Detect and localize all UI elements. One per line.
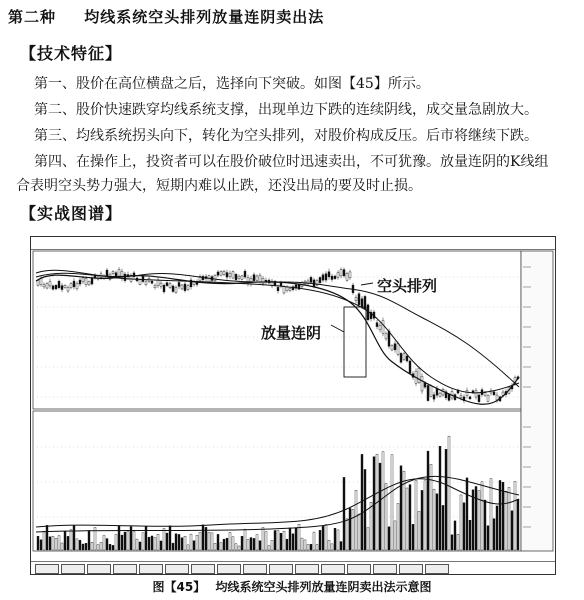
candle-body — [169, 284, 171, 288]
chart-tab[interactable] — [243, 564, 267, 574]
candle-body — [493, 392, 495, 395]
volume-bar — [280, 533, 282, 550]
candle-body — [232, 272, 234, 278]
volume-bar — [466, 478, 468, 550]
candle-body — [331, 276, 333, 279]
candle-body — [361, 299, 363, 307]
volume-bar — [193, 541, 195, 550]
candle-body — [406, 356, 408, 361]
candle-body — [346, 273, 348, 280]
chart-tab[interactable] — [87, 564, 111, 574]
chart-tab[interactable] — [165, 564, 189, 574]
candle-body — [328, 272, 330, 277]
candle-body — [223, 271, 225, 275]
volume-bar — [322, 526, 324, 550]
volume-bar — [310, 544, 312, 550]
volume-bar — [202, 525, 204, 550]
candle-body — [379, 325, 381, 330]
volume-bar — [358, 514, 360, 550]
volume-bar — [151, 536, 153, 550]
volume-bar — [418, 511, 420, 550]
volume-bar — [61, 543, 63, 550]
candle-body — [235, 274, 237, 279]
candle-body — [259, 275, 261, 282]
volume-bar — [463, 503, 465, 550]
candle-body — [49, 282, 51, 286]
candle-body — [58, 281, 60, 288]
chart-tabbar — [31, 561, 555, 574]
volume-bar — [328, 540, 330, 550]
volume-bar — [187, 545, 189, 550]
volume-bar — [472, 490, 474, 550]
volume-bar — [295, 528, 297, 550]
volume-bar — [325, 524, 327, 550]
volume-bar — [223, 539, 225, 550]
volume-bar — [172, 543, 174, 550]
volume-bar — [430, 464, 432, 550]
candle-body — [64, 285, 66, 287]
volume-bar — [334, 528, 336, 550]
volume-bar — [337, 530, 339, 550]
candle-body — [184, 284, 186, 291]
candle-body — [46, 284, 48, 288]
chart-tab[interactable] — [347, 564, 371, 574]
chart-tab[interactable] — [139, 564, 163, 574]
volume-bars — [37, 436, 519, 550]
volume-bar — [85, 543, 87, 550]
candle-body — [322, 275, 324, 280]
candle-body — [142, 276, 144, 282]
chart-heading: 【实战图谱】 — [20, 204, 123, 223]
candle-body — [403, 354, 405, 359]
volume-bar — [382, 452, 384, 550]
chart-drawing — [31, 237, 555, 574]
volume-bar — [433, 489, 435, 550]
volume-bar — [454, 521, 456, 550]
volume-bar — [481, 482, 483, 550]
candle-body — [163, 285, 165, 292]
volume-bar — [514, 481, 516, 550]
volume-bar — [496, 506, 498, 550]
volume-bar — [163, 528, 165, 550]
volume-bar — [424, 481, 426, 550]
volume-bar — [79, 540, 81, 550]
candle-body — [145, 282, 147, 285]
volume-bar — [139, 542, 141, 550]
volume-bar — [37, 536, 39, 550]
candle-body — [421, 376, 423, 391]
volume-bar — [247, 539, 249, 550]
candle-body — [238, 276, 240, 278]
chart-tab[interactable] — [113, 564, 137, 574]
volume-bar — [343, 477, 345, 550]
volume-bar — [220, 543, 222, 550]
volume-bar — [70, 530, 72, 550]
candle-body — [277, 287, 279, 291]
volume-bar — [421, 490, 423, 550]
candle-body — [397, 344, 399, 355]
candle-body — [175, 287, 177, 292]
method-name: 均线系统空头排列放量连阴卖出法 — [84, 8, 325, 26]
volume-bar — [181, 538, 183, 550]
volume-bar — [307, 544, 309, 550]
volume-bar — [256, 535, 258, 550]
volume-bar — [91, 542, 93, 550]
chart-tab[interactable] — [425, 564, 449, 574]
features-heading: 【技术特征】 — [20, 44, 123, 63]
candle-body — [430, 386, 432, 397]
volume-bar — [394, 521, 396, 550]
volume-bar — [232, 537, 234, 550]
volume-bar — [340, 542, 342, 550]
volume-bar — [157, 534, 159, 550]
volume-bar — [76, 539, 78, 550]
candle-body — [433, 395, 435, 399]
volume-bar — [148, 537, 150, 550]
candle-body — [61, 286, 63, 290]
volume-bar — [145, 526, 147, 550]
volume-bar — [259, 541, 261, 550]
volume-bar — [52, 536, 54, 550]
candle-body — [289, 289, 291, 291]
volume-bar — [55, 538, 57, 550]
volume-bar — [277, 531, 279, 550]
volume-bar — [292, 534, 294, 550]
candle-body — [253, 275, 255, 281]
candle-body — [157, 280, 159, 286]
volume-bar — [58, 536, 60, 550]
volume-bar — [397, 503, 399, 550]
candle-body — [214, 275, 216, 281]
candle-body — [76, 283, 78, 288]
volume-bar — [73, 526, 75, 550]
volume-bar — [106, 539, 108, 550]
candle-body — [250, 278, 252, 283]
chart-tab[interactable] — [191, 564, 215, 574]
volume-bar — [457, 534, 459, 550]
volume-bar — [82, 544, 84, 550]
volume-bar — [367, 528, 369, 550]
candle-body — [391, 346, 393, 350]
candle-body — [160, 283, 162, 286]
candle-body — [154, 285, 156, 288]
volume-bar — [244, 529, 246, 550]
volume-bar — [121, 535, 123, 550]
volume-bar — [118, 526, 120, 550]
volume-bar — [196, 535, 198, 550]
volume-bar — [493, 519, 495, 550]
candle-body — [166, 283, 168, 286]
candle-body — [187, 286, 189, 290]
highlight-box — [344, 307, 366, 377]
volume-bar — [226, 538, 228, 550]
candle-body — [52, 286, 54, 289]
candle-body — [244, 271, 246, 277]
volume-bar — [370, 502, 372, 550]
price-scale — [521, 251, 553, 551]
candle-body — [469, 397, 471, 399]
volume-bar — [124, 532, 126, 550]
candle-body — [466, 391, 468, 396]
candle-body — [382, 320, 384, 333]
volume-bar — [439, 446, 441, 550]
volume-bar — [190, 534, 192, 550]
volume-bar — [406, 488, 408, 550]
volume-bar — [289, 528, 291, 550]
candle-body — [112, 271, 114, 273]
volume-bar — [451, 535, 453, 550]
volume-bar — [229, 532, 231, 550]
paragraph-4: 第四、在操作上，投资者可以在股价破位时迅速卖出，不可犹豫。放量连阴的K线组 — [34, 154, 549, 170]
volume-bar — [136, 539, 138, 550]
candle-body — [241, 276, 243, 280]
candle-body — [448, 395, 450, 401]
volume-bar — [385, 484, 387, 550]
candle-body — [310, 277, 312, 282]
grid-lines — [33, 277, 521, 517]
candle-body — [337, 273, 339, 278]
volume-bar — [214, 543, 216, 550]
volume-bar — [490, 479, 492, 550]
volume-bar — [415, 480, 417, 550]
annotation-volume-candles: 放量连阴 — [261, 324, 322, 342]
volume-bar — [286, 539, 288, 550]
volume-bar — [412, 524, 414, 550]
paragraph-3: 第三、均线系统拐头向下，转化为空头排列，对股价构成反压。后市将继续下跌。 — [34, 128, 538, 144]
candle-body — [355, 298, 357, 301]
volume-bar — [346, 519, 348, 550]
volume-bar — [391, 455, 393, 550]
volume-bar — [235, 544, 237, 550]
volume-bar — [469, 520, 471, 550]
chart-tab[interactable] — [269, 564, 293, 574]
candle-body — [487, 395, 489, 401]
candle-body — [172, 286, 174, 292]
candle-body — [340, 270, 342, 276]
volume-bar — [409, 485, 411, 550]
volume-bar — [379, 463, 381, 550]
candle-body — [262, 278, 264, 284]
candle-body — [55, 285, 57, 289]
volume-bar — [400, 466, 402, 550]
volume-bar — [505, 491, 507, 550]
chart-tab[interactable] — [61, 564, 85, 574]
volume-bar — [88, 530, 90, 550]
caption-number: 图【45】 — [152, 580, 206, 594]
volume-bar — [100, 542, 102, 550]
volume-bar — [265, 532, 267, 550]
volume-bar — [115, 534, 117, 550]
volume-bar — [502, 482, 504, 550]
volume-bar — [460, 495, 462, 550]
annotation-pointer-short — [361, 283, 373, 285]
candle-body — [70, 284, 72, 288]
volume-bar — [517, 499, 519, 550]
volume-bar — [316, 545, 318, 550]
chart-tab[interactable] — [217, 564, 241, 574]
candle-body — [208, 276, 210, 283]
volume-bar — [238, 546, 240, 550]
volume-bar — [127, 532, 129, 550]
paragraph-1: 第一、股价在高位横盘之后，选择向下突破。如图【45】所示。 — [34, 76, 430, 92]
method-number: 第二种 — [8, 8, 57, 26]
candle-body — [286, 287, 288, 291]
volume-bar — [511, 511, 513, 550]
chart-tab[interactable] — [35, 564, 59, 574]
candle-body — [283, 287, 285, 293]
candle-body — [427, 385, 429, 400]
candle-body — [334, 276, 336, 279]
candle-body — [496, 395, 498, 400]
annotation-short-arrangement: 空头排列 — [377, 277, 438, 295]
candle-body — [409, 361, 411, 373]
caption-text: 均线系统空头排列放量连阴卖出法示意图 — [215, 580, 432, 594]
candle-body — [325, 274, 327, 280]
candle-body — [82, 278, 84, 282]
volume-bar — [175, 534, 177, 550]
volume-bar — [160, 541, 162, 550]
volume-bar — [40, 540, 42, 550]
volume-bar — [262, 527, 264, 550]
volume-bar — [169, 526, 171, 550]
chart-tab[interactable] — [373, 564, 397, 574]
candle-body — [91, 278, 93, 284]
candle-body — [478, 395, 480, 402]
volume-bar — [484, 500, 486, 550]
candle-body — [106, 270, 108, 276]
volume-bar — [208, 532, 210, 550]
volume-bar — [487, 526, 489, 550]
chart-tab[interactable] — [295, 564, 319, 574]
candle-body — [217, 272, 219, 275]
volume-bar — [67, 536, 69, 550]
volume-bar — [388, 527, 390, 550]
volume-bar — [448, 436, 450, 550]
candle-body — [484, 393, 486, 395]
volume-bar — [217, 534, 219, 550]
volume-bar — [253, 538, 255, 550]
volume-bar — [331, 544, 333, 550]
candle-body — [385, 333, 387, 339]
volume-bar — [199, 532, 201, 550]
candle-body — [349, 272, 351, 278]
volume-bar — [508, 487, 510, 550]
candle-body — [73, 281, 75, 287]
candle-body — [358, 294, 360, 305]
volume-bar — [97, 545, 99, 550]
volume-bar — [427, 451, 429, 550]
candle-body — [229, 273, 231, 276]
candle-body — [376, 323, 378, 327]
volume-bar — [109, 544, 111, 550]
volume-bar — [250, 538, 252, 550]
volume-panel — [33, 411, 521, 551]
candle-body — [139, 280, 141, 285]
paragraph-2: 第二、股价快速跌穿均线系统支撑，出现单边下跌的连续阴线，成交量急剧放大。 — [34, 102, 538, 118]
candle-body — [118, 270, 120, 276]
candle-body — [178, 282, 180, 286]
volume-bar — [301, 538, 303, 550]
volume-bar — [313, 532, 315, 550]
candle-body — [79, 280, 81, 284]
candle-body — [343, 270, 345, 276]
volume-bar — [142, 533, 144, 550]
candle-body — [220, 271, 222, 275]
candle-body — [85, 278, 87, 284]
volume-bar — [49, 537, 51, 550]
candle-body — [124, 274, 126, 281]
volume-bar — [103, 535, 105, 550]
candle-body — [88, 282, 90, 285]
volume-bar — [373, 457, 375, 550]
volume-bar — [154, 537, 156, 550]
candle-body — [256, 276, 258, 280]
chart-tab[interactable] — [399, 564, 423, 574]
volume-bar — [64, 531, 66, 550]
volume-bar — [349, 508, 351, 550]
volume-bar — [271, 540, 273, 550]
volume-bar — [304, 540, 306, 550]
candle-body — [439, 393, 441, 396]
candle-body — [37, 281, 39, 286]
volume-bar — [241, 536, 243, 550]
candle-body — [394, 344, 396, 350]
volume-bar — [268, 546, 270, 550]
volume-bar — [436, 494, 438, 550]
volume-bar — [283, 531, 285, 550]
volume-bar — [274, 530, 276, 550]
volume-bar — [166, 533, 168, 550]
volume-bar — [112, 545, 114, 550]
candle-body — [151, 281, 153, 283]
paragraph-4-continued: 合表明空头势力强大，短期内难以止跌，还没出局的要及时止损。 — [16, 178, 422, 194]
candle-body — [181, 285, 183, 289]
volume-bar — [364, 469, 366, 550]
annotation-pointer-volume — [331, 325, 344, 332]
volume-bar — [352, 509, 354, 550]
volume-bar — [43, 531, 45, 550]
chart-tab[interactable] — [321, 564, 345, 574]
volume-bar — [475, 486, 477, 550]
volume-bar — [211, 533, 213, 550]
candle-body — [43, 284, 45, 286]
candle-body — [319, 277, 321, 282]
volume-bar — [133, 532, 135, 550]
volume-bar — [184, 536, 186, 550]
volume-bar — [319, 530, 321, 550]
figure-caption — [0, 578, 584, 595]
volume-bar — [355, 490, 357, 550]
candle-body — [400, 353, 402, 362]
volume-bar — [178, 534, 180, 550]
candle-body — [460, 396, 462, 398]
candle-body — [475, 391, 477, 397]
volume-bar — [445, 449, 447, 550]
page-title — [8, 6, 324, 27]
volume-bar — [46, 525, 48, 550]
candle-body — [67, 287, 69, 291]
stock-chart-figure — [30, 236, 556, 575]
candle-body — [226, 273, 228, 278]
volume-bar — [442, 505, 444, 550]
